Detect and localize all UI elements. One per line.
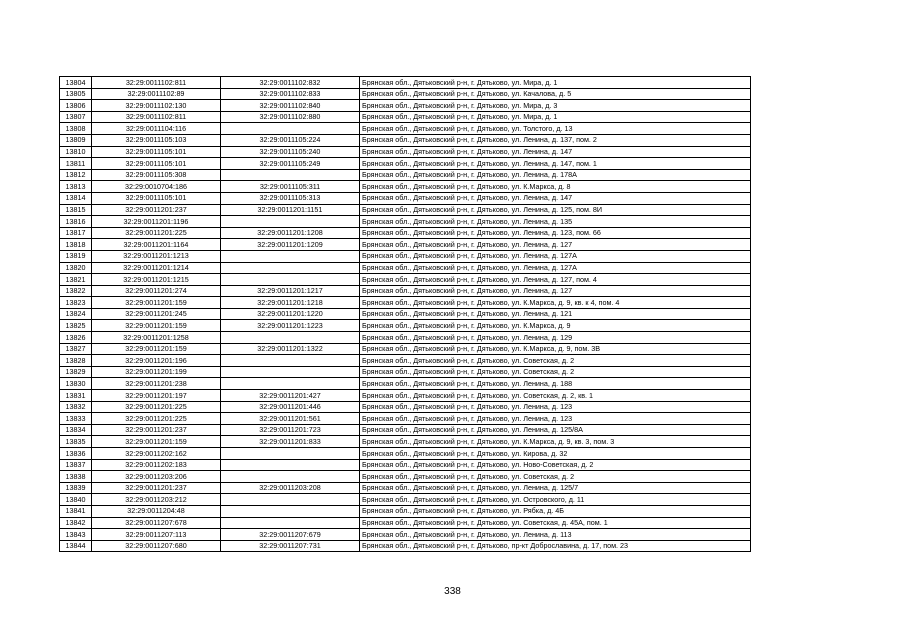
object-number-cell [221,505,360,517]
address-cell: Брянская обл., Дятьковский р-н, г. Дятьково, ул. Ленина, д. 147 [360,192,751,204]
object-number-cell [221,274,360,286]
row-number-cell: 13818 [60,239,92,251]
parcel-number-cell: 32:29:0011203:206 [92,471,221,483]
object-number-cell: 32:29:0011201:723 [221,424,360,436]
address-cell: Брянская обл., Дятьковский р-н, г. Дятьково, пр-кт Доброславина, д. 17, пом. 23 [360,540,751,552]
row-number-cell: 13821 [60,274,92,286]
parcel-number-cell: 32:29:0011201:159 [92,436,221,448]
address-cell: Брянская обл., Дятьковский р-н, г. Дятьково, ул. Ленина, д. 121 [360,308,751,320]
address-cell: Брянская обл., Дятьковский р-н, г. Дятьково, ул. К.Маркса, д. 9, кв. 3, пом. 3 [360,436,751,448]
row-number-cell: 13822 [60,285,92,297]
parcel-number-cell: 32:29:0011201:1196 [92,216,221,228]
row-number-cell: 13843 [60,529,92,541]
table-row [60,494,751,506]
row-number-cell: 13835 [60,436,92,448]
table-row [60,100,751,112]
address-cell: Брянская обл., Дятьковский р-н, г. Дятьково, ул. Ленина, д. 125/7 [360,482,751,494]
table-row [60,146,751,158]
parcel-number-cell: 32:29:0011201:1258 [92,332,221,344]
parcel-number-cell: 32:29:0011201:237 [92,204,221,216]
object-number-cell: 32:29:0011203:208 [221,482,360,494]
parcel-number-cell: 32:29:0011105:308 [92,169,221,181]
row-number-cell: 13804 [60,77,92,89]
row-number-cell: 13815 [60,204,92,216]
parcel-number-cell: 32:29:0011201:159 [92,320,221,332]
parcel-number-cell: 32:29:0011201:1164 [92,239,221,251]
table-row [60,378,751,390]
row-number-cell: 13830 [60,378,92,390]
address-cell: Брянская обл., Дятьковский р-н, г. Дятьково, ул. Ленина, д. 123 [360,401,751,413]
address-cell: Брянская обл., Дятьковский р-н, г. Дятьково, ул. Советская, д. 2 [360,366,751,378]
row-number-cell: 13842 [60,517,92,529]
object-number-cell [221,169,360,181]
row-number-cell: 13808 [60,123,92,135]
address-cell: Брянская обл., Дятьковский р-н, г. Дятьково, ул. Ленина, д. 127 [360,285,751,297]
row-number-cell: 13816 [60,216,92,228]
address-cell: Брянская обл., Дятьковский р-н, г. Дятьково, ул. Ленина, д. 127А [360,262,751,274]
address-cell: Брянская обл., Дятьковский р-н, г. Дятьково, ул. Ленина, д. 178А [360,169,751,181]
parcel-number-cell: 32:29:0011207:680 [92,540,221,552]
table-row [60,88,751,100]
address-cell: Брянская обл., Дятьковский р-н, г. Дятьково, ул. К.Маркса, д. 9 [360,320,751,332]
object-number-cell [221,250,360,262]
object-number-cell: 32:29:0011102:833 [221,88,360,100]
object-number-cell [221,123,360,135]
object-number-cell [221,378,360,390]
address-cell: Брянская обл., Дятьковский р-н, г. Дятьково, ул. Рябка, д. 4Б [360,505,751,517]
table-row [60,134,751,146]
parcel-number-cell: 32:29:0011207:678 [92,517,221,529]
address-cell: Брянская обл., Дятьковский р-н, г. Дятьково, ул. Ленина, д. 147 [360,146,751,158]
object-number-cell: 32:29:0011201:561 [221,413,360,425]
parcel-number-cell: 32:29:0011201:225 [92,413,221,425]
object-number-cell: 32:29:0011102:832 [221,77,360,89]
table-row [60,192,751,204]
row-number-cell: 13834 [60,424,92,436]
address-cell: Брянская обл., Дятьковский р-н, г. Дятьково, ул. Ленина, д. 125/8А [360,424,751,436]
row-number-cell: 13844 [60,540,92,552]
address-cell: Брянская обл., Дятьковский р-н, г. Дятьково, ул. Ленина, д. 127, пом. 4 [360,274,751,286]
row-number-cell: 13840 [60,494,92,506]
parcel-number-cell: 32:29:0011201:237 [92,482,221,494]
address-cell: Брянская обл., Дятьковский р-н, г. Дятьково, ул. Островского, д. 11 [360,494,751,506]
parcel-number-cell: 32:29:0011201:245 [92,308,221,320]
object-number-cell: 32:29:0011207:679 [221,529,360,541]
registry-table-body [60,77,751,552]
row-number-cell: 13828 [60,355,92,367]
parcel-number-cell: 32:29:0011201:1213 [92,250,221,262]
address-cell: Брянская обл., Дятьковский р-н, г. Дятьково, ул. Советская, д. 2 [360,471,751,483]
table-row [60,285,751,297]
object-number-cell: 32:29:0011102:840 [221,100,360,112]
row-number-cell: 13809 [60,134,92,146]
address-cell: Брянская обл., Дятьковский р-н, г. Дятьково, ул. Ленина, д. 129 [360,332,751,344]
table-row [60,459,751,471]
table-row [60,320,751,332]
object-number-cell: 32:29:0011105:249 [221,158,360,170]
table-row [60,227,751,239]
table-row [60,529,751,541]
parcel-number-cell: 32:29:0011201:1214 [92,262,221,274]
table-row [60,169,751,181]
address-cell: Брянская обл., Дятьковский р-н, г. Дятьково, ул. Ленина, д. 188 [360,378,751,390]
object-number-cell: 32:29:0011105:313 [221,192,360,204]
row-number-cell: 13810 [60,146,92,158]
object-number-cell: 32:29:0011201:1223 [221,320,360,332]
row-number-cell: 13817 [60,227,92,239]
address-cell: Брянская обл., Дятьковский р-н, г. Дятьково, ул. Советская, д. 45А, пом. 1 [360,517,751,529]
address-cell: Брянская обл., Дятьковский р-н, г. Дятьково, ул. Ленина, д. 137, пом. 2 [360,134,751,146]
table-row [60,181,751,193]
row-number-cell: 13827 [60,343,92,355]
parcel-number-cell: 32:29:0011202:162 [92,448,221,460]
parcel-number-cell: 32:29:0011102:130 [92,100,221,112]
parcel-number-cell: 32:29:0011201:225 [92,401,221,413]
object-number-cell: 32:29:0011207:731 [221,540,360,552]
table-row [60,436,751,448]
row-number-cell: 13829 [60,366,92,378]
row-number-cell: 13811 [60,158,92,170]
parcel-number-cell: 32:29:0011203:212 [92,494,221,506]
address-cell: Брянская обл., Дятьковский р-н, г. Дятьково, ул. Мира, д. 1 [360,111,751,123]
address-cell: Брянская обл., Дятьковский р-н, г. Дятьково, ул. К.Маркса, д. 9, кв. к 4, пом. 4 [360,297,751,309]
object-number-cell [221,216,360,228]
row-number-cell: 13820 [60,262,92,274]
address-cell: Брянская обл., Дятьковский р-н, г. Дятьково, ул. Мира, д. 3 [360,100,751,112]
address-cell: Брянская обл., Дятьковский р-н, г. Дятьково, ул. Толстого, д. 13 [360,123,751,135]
table-row [60,505,751,517]
table-row [60,424,751,436]
parcel-number-cell: 32:29:0011201:197 [92,390,221,402]
object-number-cell: 32:29:0011201:1218 [221,297,360,309]
row-number-cell: 13826 [60,332,92,344]
object-number-cell [221,494,360,506]
row-number-cell: 13812 [60,169,92,181]
parcel-number-cell: 32:29:0011102:89 [92,88,221,100]
parcel-number-cell: 32:29:0011201:159 [92,343,221,355]
address-cell: Брянская обл., Дятьковский р-н, г. Дятьково, ул. Кирова, д. 32 [360,448,751,460]
table-row [60,216,751,228]
table-row [60,239,751,251]
table-row [60,123,751,135]
row-number-cell: 13836 [60,448,92,460]
table-row [60,517,751,529]
parcel-number-cell: 32:29:0011104:116 [92,123,221,135]
parcel-number-cell: 32:29:0011201:238 [92,378,221,390]
row-number-cell: 13825 [60,320,92,332]
object-number-cell: 32:29:0011105:311 [221,181,360,193]
parcel-number-cell: 32:29:0011105:101 [92,192,221,204]
table-row [60,297,751,309]
address-cell: Брянская обл., Дятьковский р-н, г. Дятьково, ул. Ленина, д. 127А [360,250,751,262]
object-number-cell: 32:29:0011201:1217 [221,285,360,297]
row-number-cell: 13814 [60,192,92,204]
row-number-cell: 13813 [60,181,92,193]
address-cell: Брянская обл., Дятьковский р-н, г. Дятьково, ул. Ново-Советская, д. 2 [360,459,751,471]
object-number-cell: 32:29:0011201:1151 [221,204,360,216]
parcel-number-cell: 32:29:0011201:159 [92,297,221,309]
table-row [60,448,751,460]
object-number-cell: 32:29:0011105:240 [221,146,360,158]
address-cell: Брянская обл., Дятьковский р-н, г. Дятьково, ул. К.Маркса, д. 9, пом. 3В [360,343,751,355]
table-row [60,343,751,355]
table-row [60,111,751,123]
table-row [60,250,751,262]
page-number: 338 [444,586,461,597]
row-number-cell: 13823 [60,297,92,309]
row-number-cell: 13806 [60,100,92,112]
table-row [60,540,751,552]
object-number-cell [221,355,360,367]
object-number-cell: 32:29:0011201:1208 [221,227,360,239]
object-number-cell: 32:29:0011102:880 [221,111,360,123]
parcel-number-cell: 32:29:0011201:1215 [92,274,221,286]
parcel-number-cell: 32:29:0010704:186 [92,181,221,193]
row-number-cell: 13831 [60,390,92,402]
address-cell: Брянская обл., Дятьковский р-н, г. Дятьково, ул. Ленина, д. 127 [360,239,751,251]
parcel-number-cell: 32:29:0011105:101 [92,146,221,158]
parcel-number-cell: 32:29:0011207:113 [92,529,221,541]
object-number-cell: 32:29:0011201:446 [221,401,360,413]
address-cell: Брянская обл., Дятьковский р-н, г. Дятьково, ул. Мира, д. 1 [360,77,751,89]
object-number-cell [221,366,360,378]
registry-table [59,76,751,552]
object-number-cell [221,262,360,274]
object-number-cell [221,517,360,529]
address-cell: Брянская обл., Дятьковский р-н, г. Дятьково, ул. Ленина, д. 135 [360,216,751,228]
parcel-number-cell: 32:29:0011201:225 [92,227,221,239]
address-cell: Брянская обл., Дятьковский р-н, г. Дятьково, ул. К.Маркса, д. 8 [360,181,751,193]
parcel-number-cell: 32:29:0011105:101 [92,158,221,170]
address-cell: Брянская обл., Дятьковский р-н, г. Дятьково, ул. Ленина, д. 113 [360,529,751,541]
object-number-cell [221,332,360,344]
table-row [60,355,751,367]
table-row [60,308,751,320]
address-cell: Брянская обл., Дятьковский р-н, г. Дятьково, ул. Советская, д. 2 [360,355,751,367]
table-row [60,482,751,494]
row-number-cell: 13807 [60,111,92,123]
row-number-cell: 13837 [60,459,92,471]
row-number-cell: 13805 [60,88,92,100]
table-row [60,204,751,216]
table-row [60,390,751,402]
parcel-number-cell: 32:29:0011102:811 [92,77,221,89]
row-number-cell: 13838 [60,471,92,483]
object-number-cell: 32:29:0011201:1209 [221,239,360,251]
object-number-cell: 32:29:0011201:833 [221,436,360,448]
row-number-cell: 13832 [60,401,92,413]
object-number-cell [221,459,360,471]
object-number-cell: 32:29:0011105:224 [221,134,360,146]
address-cell: Брянская обл., Дятьковский р-н, г. Дятьково, ул. Ленина, д. 125, пом. 8И [360,204,751,216]
object-number-cell: 32:29:0011201:1322 [221,343,360,355]
table-row [60,274,751,286]
table-row [60,77,751,89]
row-number-cell: 13839 [60,482,92,494]
table-row [60,413,751,425]
table-row [60,366,751,378]
parcel-number-cell: 32:29:0011201:274 [92,285,221,297]
parcel-number-cell: 32:29:0011201:237 [92,424,221,436]
parcel-number-cell: 32:29:0011201:199 [92,366,221,378]
row-number-cell: 13833 [60,413,92,425]
table-row [60,262,751,274]
parcel-number-cell: 32:29:0011201:196 [92,355,221,367]
object-number-cell [221,448,360,460]
address-cell: Брянская обл., Дятьковский р-н, г. Дятьково, ул. Ленина, д. 123 [360,413,751,425]
table-row [60,471,751,483]
table-row [60,158,751,170]
address-cell: Брянская обл., Дятьковский р-н, г. Дятьково, ул. Качалова, д. 5 [360,88,751,100]
row-number-cell: 13824 [60,308,92,320]
parcel-number-cell: 32:29:0011202:183 [92,459,221,471]
table-row [60,401,751,413]
parcel-number-cell: 32:29:0011204:48 [92,505,221,517]
object-number-cell: 32:29:0011201:1220 [221,308,360,320]
row-number-cell: 13819 [60,250,92,262]
address-cell: Брянская обл., Дятьковский р-н, г. Дятьково, ул. Советская, д. 2, кв. 1 [360,390,751,402]
parcel-number-cell: 32:29:0011102:811 [92,111,221,123]
object-number-cell [221,471,360,483]
row-number-cell: 13841 [60,505,92,517]
object-number-cell: 32:29:0011201:427 [221,390,360,402]
table-row [60,332,751,344]
parcel-number-cell: 32:29:0011105:103 [92,134,221,146]
address-cell: Брянская обл., Дятьковский р-н, г. Дятьково, ул. Ленина, д. 147, пом. 1 [360,158,751,170]
address-cell: Брянская обл., Дятьковский р-н, г. Дятьково, ул. Ленина, д. 123, пом. 66 [360,227,751,239]
